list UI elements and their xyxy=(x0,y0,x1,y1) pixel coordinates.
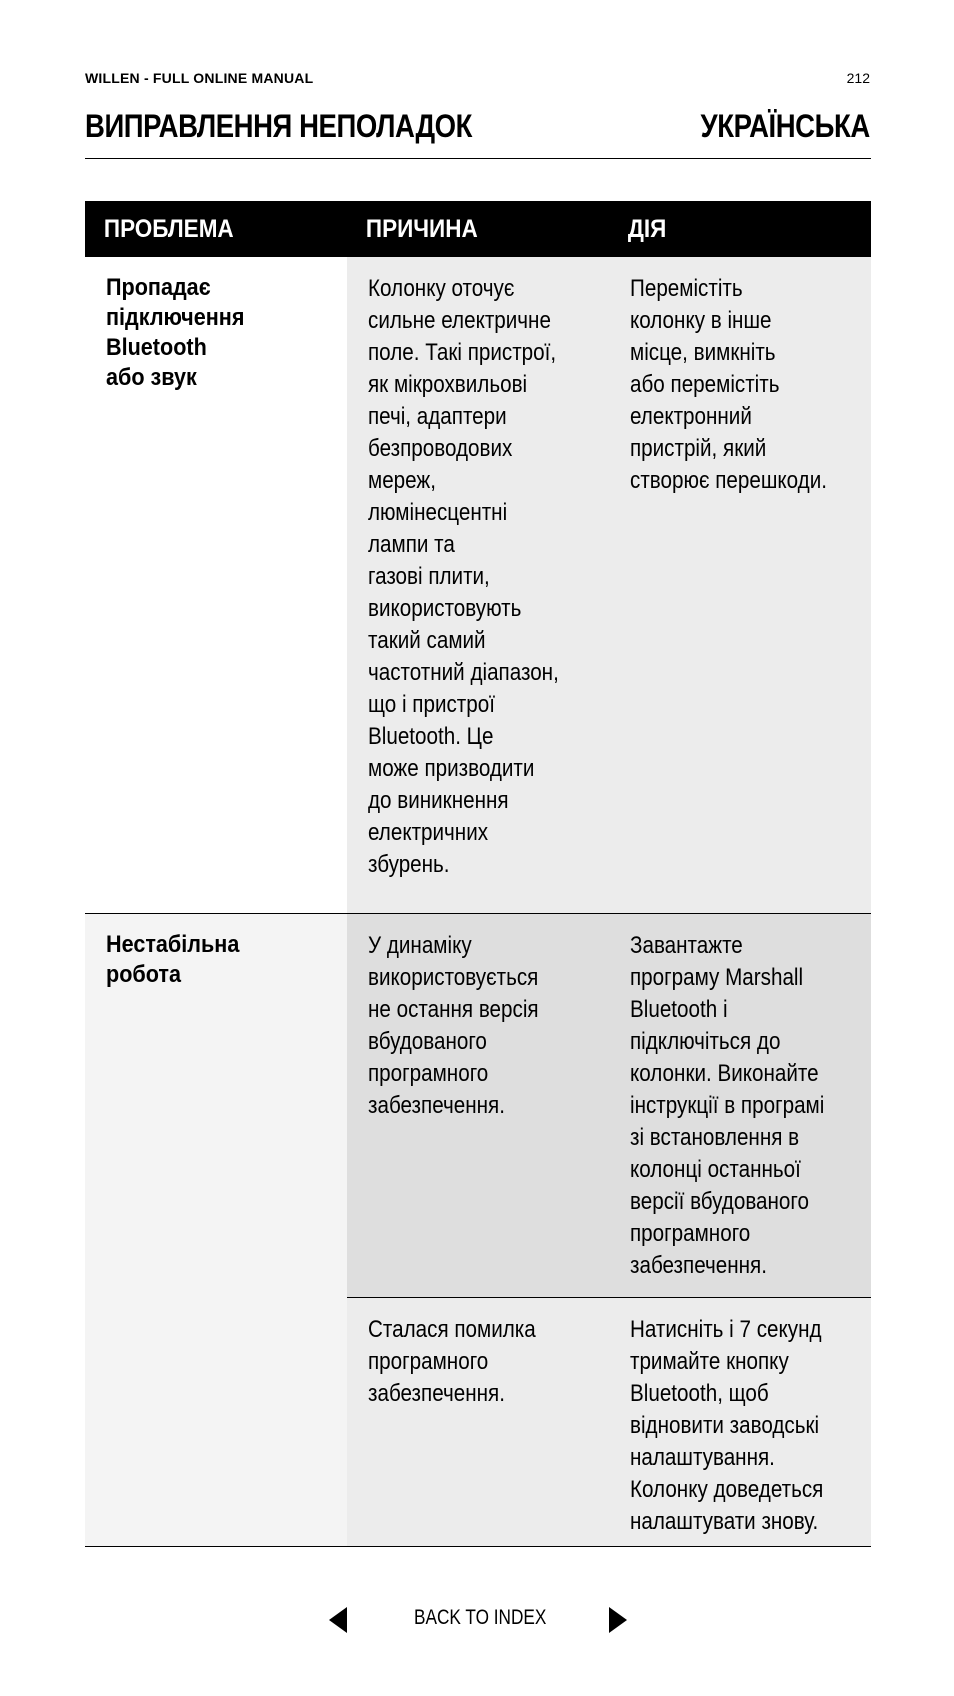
sub-rows xyxy=(347,914,871,1546)
problem-text: Пропадає підключення Bluetooth або звук xyxy=(106,274,245,391)
action-cell xyxy=(609,1298,871,1546)
action-text: Завантажте програму Marshall Bluetooth і підключіться до колонки. Виконайте інструкції в програмі зі встановлення в колонці останньої версії вбудованого програмного забезпечення. xyxy=(630,932,825,1279)
cause-text: Сталася помилка програмного забезпечення. xyxy=(368,1316,536,1407)
action-cell xyxy=(609,914,871,1297)
troubleshooting-table xyxy=(85,201,871,1547)
triangle-right-icon[interactable] xyxy=(609,1607,627,1633)
table-sub-row xyxy=(347,914,871,1298)
column-header-problem: ПРОБЛЕМА xyxy=(103,215,234,243)
triangle-left-icon[interactable] xyxy=(329,1607,347,1633)
cause-cell xyxy=(347,257,609,913)
cause-text: Колонку оточує сильне електричне поле. Такі пристрої, як мікрохвильові печі, адаптери безпроводових мереж, люмінесцентні лампи та газові плити, використовують такий самий частотний діапазон, що і пристрої Bluetooth. Це може призводити до виникнення електричних збурень. xyxy=(368,275,559,878)
cause-cell xyxy=(347,914,609,1297)
table-row xyxy=(85,914,871,1547)
column-header-cause: ПРИЧИНА xyxy=(365,215,478,243)
action-text: Перемістіть колонку в інше місце, вимкніть або перемістіть електронний пристрій, який створює перешкоди. xyxy=(630,275,827,494)
problem-cell xyxy=(85,914,347,1546)
column-header-action: ДІЯ xyxy=(627,215,667,243)
problem-text: Нестабільна робота xyxy=(106,931,240,988)
footer-navigation xyxy=(0,1600,954,1640)
action-text: Натисніть і 7 секунд тримайте кнопку Bluetooth, щоб відновити заводські налаштування. Колонку доведеться налаштувати знову. xyxy=(630,1316,824,1535)
table-row xyxy=(85,257,871,914)
cause-cell xyxy=(347,1298,609,1546)
language-label: УКРАЇНСЬКА xyxy=(700,108,870,144)
back-to-index-link[interactable]: BACK TO INDEX xyxy=(414,1606,547,1629)
cause-text: У динаміку використовується не остання версія вбудованого програмного забезпечення. xyxy=(368,932,539,1119)
page-number: 212 xyxy=(846,70,870,86)
section-title: ВИПРАВЛЕННЯ НЕПОЛАДОК xyxy=(85,108,472,144)
manual-title: WILLEN - FULL ONLINE MANUAL xyxy=(85,70,314,86)
action-cell xyxy=(609,257,871,913)
table-sub-row xyxy=(347,1298,871,1546)
header-divider xyxy=(85,158,871,159)
table-header xyxy=(85,201,871,257)
problem-cell xyxy=(85,257,347,913)
